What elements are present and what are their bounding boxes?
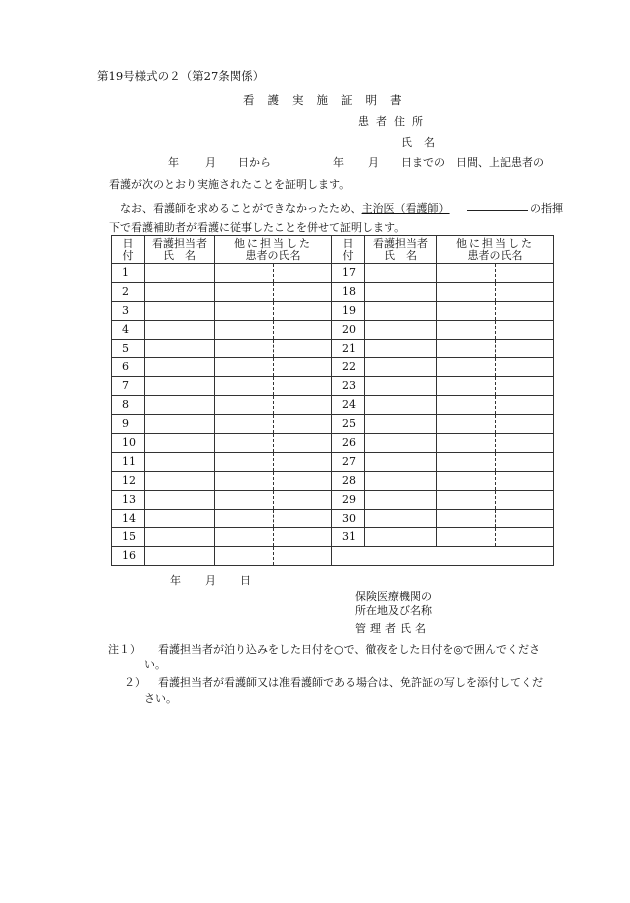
nurse-name-cell-right: [365, 415, 437, 434]
note-2-label: ２）: [124, 676, 146, 689]
nursing-record-table: [111, 235, 554, 566]
note-2-cont: さい。: [144, 692, 177, 705]
note-1-cont: い。: [144, 658, 166, 671]
other-patient-cell: [215, 547, 332, 566]
table-row: [112, 471, 554, 490]
nurse-name-cell-right: [365, 264, 437, 283]
header-nurse-name: 看護担当者 氏 名: [145, 236, 215, 264]
other-patient-cell: [215, 320, 332, 339]
day-cell-right: 18: [332, 282, 365, 301]
day-cell-right: 17: [332, 264, 365, 283]
header-other-patients: 他に担当した 患者の氏名: [215, 236, 332, 264]
other-patient-cell-right: [437, 415, 554, 434]
nurse-name-cell: [145, 452, 215, 471]
nurse-name-cell-right: [365, 434, 437, 453]
other-patient-cell: [215, 528, 332, 547]
nurse-name-cell: [145, 396, 215, 415]
day-cell-right: 24: [332, 396, 365, 415]
nurse-name-cell: [145, 490, 215, 509]
institution-label-2: 所在地及び名称: [355, 604, 432, 617]
header-date-right: 日 付: [332, 236, 365, 264]
other-patient-cell-right: [437, 471, 554, 490]
nurse-name-cell-right: [365, 396, 437, 415]
table-row: [112, 434, 554, 453]
period-tail: 日間、上記患者の: [456, 156, 544, 169]
other-patient-cell-right: [437, 396, 554, 415]
document-title: 看護実施証明書: [243, 93, 415, 107]
body-line-4: 下で看護補助者が看護に従事したことを併せて証明します。: [109, 221, 406, 234]
note-1-text: 看護担当者が泊り込みをした日付を○で、徹夜をした日付を◎で囲んでくださ: [158, 643, 540, 656]
day-cell: 12: [112, 471, 145, 490]
day-cell: 2: [112, 282, 145, 301]
signature-day: 日: [240, 574, 251, 587]
table-row: [112, 452, 554, 471]
nurse-name-cell-right: [365, 528, 437, 547]
day-cell: 10: [112, 434, 145, 453]
table-row: [112, 396, 554, 415]
day-cell-right: 23: [332, 377, 365, 396]
table-row: [112, 490, 554, 509]
table-row: [112, 320, 554, 339]
other-patient-cell: [215, 377, 332, 396]
attending-doctor-text: 主治医（看護師）: [361, 202, 450, 215]
signature-year: 年: [170, 574, 181, 587]
other-patient-cell: [215, 471, 332, 490]
table-row: [112, 301, 554, 320]
day-cell: 11: [112, 452, 145, 471]
nurse-name-cell: [145, 415, 215, 434]
day-cell: 1: [112, 264, 145, 283]
empty-cell: [332, 547, 554, 566]
other-patient-cell-right: [437, 509, 554, 528]
body-line-3-pre: なお、看護師を求めることができなかったため、: [120, 202, 362, 215]
table-row: [112, 528, 554, 547]
nurse-name-cell: [145, 358, 215, 377]
day-cell-right: 25: [332, 415, 365, 434]
note-2-text: 看護担当者が看護師又は准看護師である場合は、免許証の写しを添付してくだ: [158, 676, 543, 689]
nurse-name-cell: [145, 377, 215, 396]
period-year-to: 年: [333, 156, 344, 169]
other-patient-cell-right: [437, 358, 554, 377]
nurse-name-cell: [145, 264, 215, 283]
nurse-name-cell: [145, 282, 215, 301]
day-cell-right: 29: [332, 490, 365, 509]
other-patient-cell-right: [437, 377, 554, 396]
table-row: [112, 282, 554, 301]
other-patient-cell: [215, 282, 332, 301]
nurse-name-cell-right: [365, 339, 437, 358]
day-cell: 5: [112, 339, 145, 358]
nurse-name-cell-right: [365, 320, 437, 339]
day-cell-right: 22: [332, 358, 365, 377]
nurse-name-cell-right: [365, 509, 437, 528]
other-patient-cell: [215, 415, 332, 434]
day-cell-right: 19: [332, 301, 365, 320]
nurse-name-cell-right: [365, 358, 437, 377]
nurse-name-cell-right: [365, 452, 437, 471]
day-cell: 8: [112, 396, 145, 415]
nurse-name-cell-right: [365, 490, 437, 509]
body-line-3-post: の指揮: [530, 202, 563, 215]
day-cell-right: 30: [332, 509, 365, 528]
period-month-to: 月: [368, 156, 379, 169]
note-1-label: 注１）: [108, 643, 141, 656]
period-day-to: 日までの: [401, 156, 445, 169]
nurse-name-cell: [145, 301, 215, 320]
nurse-name-cell: [145, 339, 215, 358]
day-cell: 13: [112, 490, 145, 509]
other-patient-cell-right: [437, 434, 554, 453]
other-patient-cell: [215, 301, 332, 320]
body-line-3: [120, 200, 450, 216]
institution-label-1: 保険医療機関の: [355, 590, 432, 603]
nurse-name-cell: [145, 528, 215, 547]
patient-name-label: 氏名: [401, 136, 447, 149]
other-patient-cell: [215, 434, 332, 453]
day-cell: 16: [112, 547, 145, 566]
other-patient-cell: [215, 509, 332, 528]
day-cell-right: 28: [332, 471, 365, 490]
table-row: [112, 509, 554, 528]
day-cell: 3: [112, 301, 145, 320]
other-patient-cell-right: [437, 282, 554, 301]
header-date: 日 付: [112, 236, 145, 264]
day-cell: 15: [112, 528, 145, 547]
table-row: [112, 339, 554, 358]
day-cell: 14: [112, 509, 145, 528]
form-number: 第19号様式の２（第27条関係）: [97, 69, 265, 83]
day-cell-right: 27: [332, 452, 365, 471]
signature-blank-line: [467, 210, 528, 211]
nurse-name-cell: [145, 434, 215, 453]
nurse-name-cell: [145, 471, 215, 490]
day-cell: 6: [112, 358, 145, 377]
header-nurse-name-right: 看護担当者 氏 名: [365, 236, 437, 264]
table-header-row: [112, 236, 554, 264]
period-day-from: 日から: [238, 156, 271, 169]
nurse-name-cell-right: [365, 471, 437, 490]
other-patient-cell-right: [437, 339, 554, 358]
other-patient-cell: [215, 358, 332, 377]
nurse-name-cell: [145, 547, 215, 566]
nurse-name-cell-right: [365, 377, 437, 396]
other-patient-cell-right: [437, 264, 554, 283]
period-year-from: 年: [168, 156, 179, 169]
day-cell: 9: [112, 415, 145, 434]
day-cell-right: 26: [332, 434, 365, 453]
table-row: [112, 415, 554, 434]
other-patient-cell: [215, 264, 332, 283]
other-patient-cell: [215, 490, 332, 509]
other-patient-cell-right: [437, 528, 554, 547]
table-row: [112, 358, 554, 377]
other-patient-cell: [215, 339, 332, 358]
nurse-name-cell: [145, 509, 215, 528]
signature-month: 月: [205, 574, 216, 587]
day-cell-right: 31: [332, 528, 365, 547]
header-other-patients-right: 他に担当した 患者の氏名: [437, 236, 554, 264]
day-cell: 7: [112, 377, 145, 396]
other-patient-cell-right: [437, 490, 554, 509]
table-row: [112, 547, 554, 566]
nurse-name-cell-right: [365, 301, 437, 320]
day-cell: 4: [112, 320, 145, 339]
table-row: [112, 377, 554, 396]
other-patient-cell: [215, 396, 332, 415]
nurse-name-cell-right: [365, 282, 437, 301]
other-patient-cell: [215, 452, 332, 471]
nurse-name-cell: [145, 320, 215, 339]
other-patient-cell-right: [437, 301, 554, 320]
body-line-2: 看護が次のとおり実施されたことを証明します。: [109, 178, 351, 191]
other-patient-cell-right: [437, 320, 554, 339]
day-cell-right: 20: [332, 320, 365, 339]
patient-address-label: 患者住所: [358, 115, 430, 128]
manager-name-label: 管理者氏名: [355, 622, 430, 635]
table-row: [112, 264, 554, 283]
period-month-from: 月: [205, 156, 216, 169]
other-patient-cell-right: [437, 452, 554, 471]
day-cell-right: 21: [332, 339, 365, 358]
